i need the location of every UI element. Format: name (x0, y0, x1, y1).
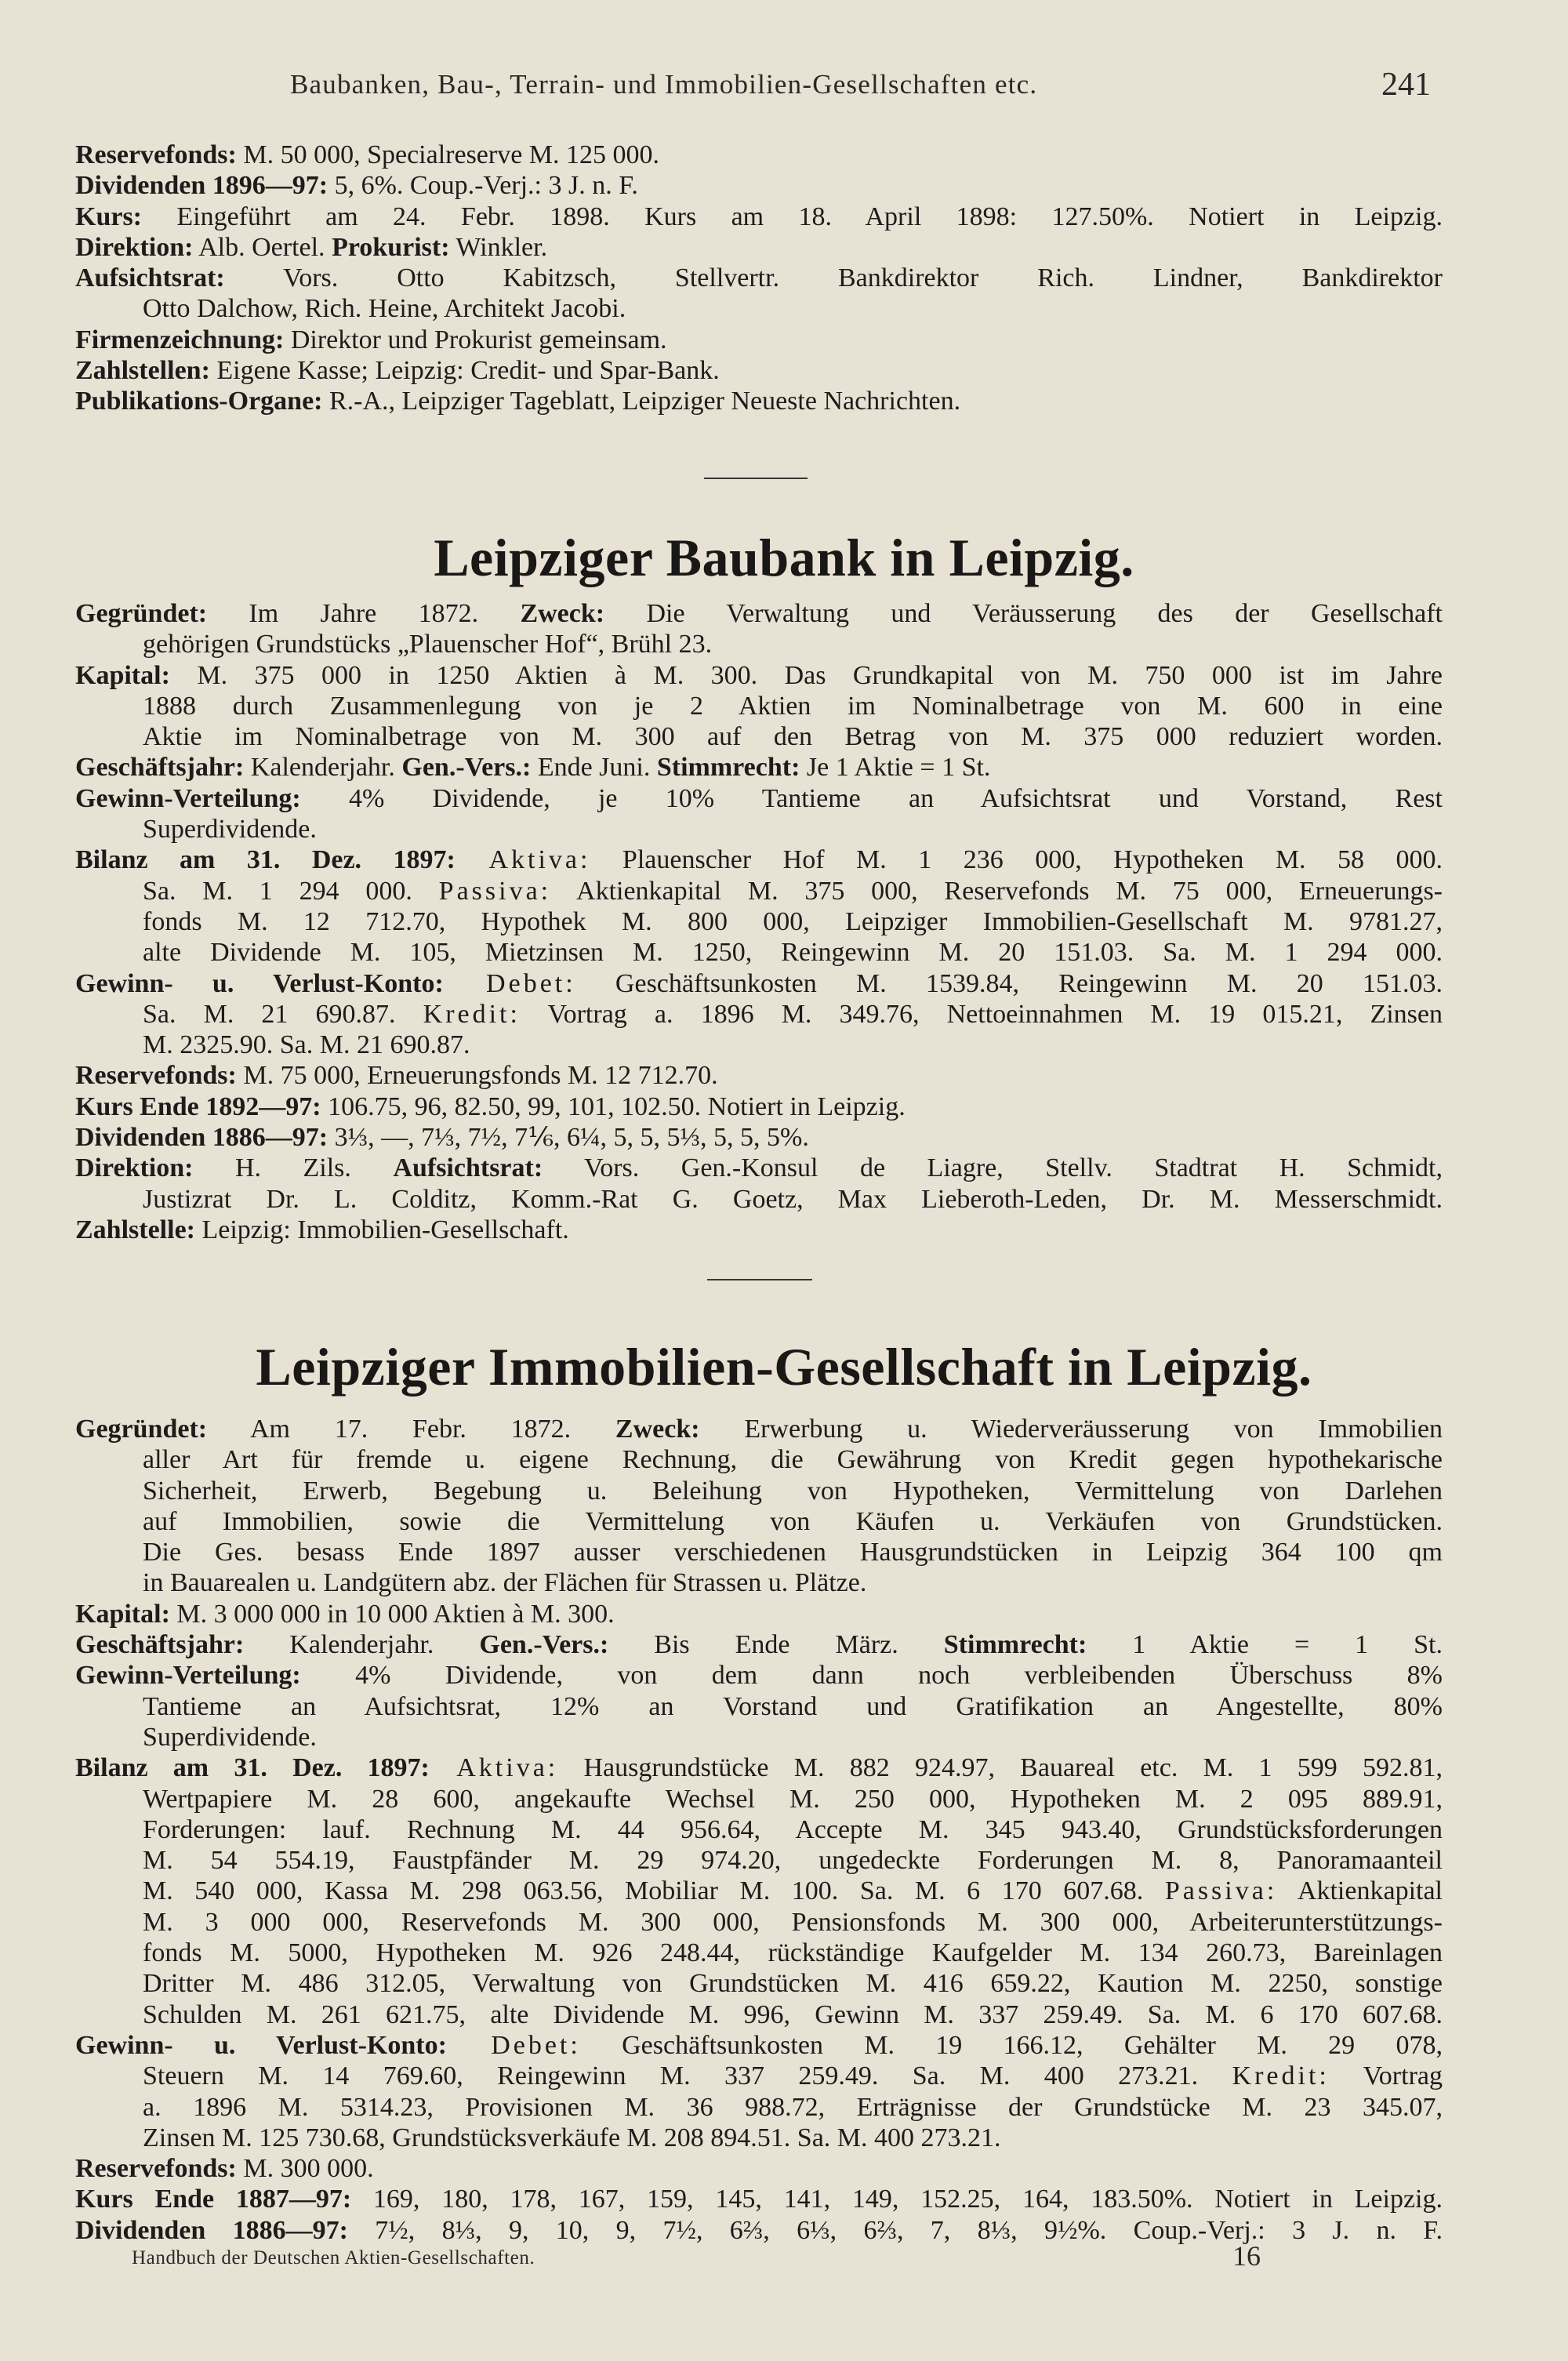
field-value: Sicherheit, Erwerb, Begebung u. Beleihung von Hypotheken, Vermittelung von Darlehen (143, 1476, 1443, 1506)
field-label: Dividenden 1886—97: (75, 1123, 328, 1153)
field-value: alte Dividende M. 105, Mietzinsen M. 1250, Reingewinn M. 20 151.03. Sa. M. 1 294 000. (143, 938, 1443, 968)
text-line (75, 1753, 1443, 1783)
field-value: Wertpapiere M. 28 600, angekaufte Wechsel M. 250 000, Hypotheken M. 2 095 889.91, (143, 1784, 1443, 1814)
field-label: Reservefonds: (75, 1061, 237, 1091)
text-line (75, 1629, 1443, 1660)
text-line (75, 2092, 1443, 2123)
field-label: Gewinn-Verteilung: (75, 783, 301, 813)
field-value: M. 3 000 000 in 10 000 Aktien à M. 300. (169, 1599, 615, 1629)
running-header (0, 69, 1568, 108)
account-label: Passiva: (438, 876, 552, 906)
text-line (75, 937, 1443, 968)
field-label: Aufsichtsrat: (75, 263, 225, 293)
field-value: Forderungen: lauf. Rechnung M. 44 956.64, Accepte M. 345 943.40, Grundstücksforderungen (143, 1814, 1443, 1844)
field-value: Sa. M. 21 690.87. (143, 999, 423, 1029)
text-line (75, 752, 1443, 783)
field-value: Vors. Otto Kabitzsch, Stellvertr. Bankdirektor Rich. Lindner, Bankdirektor (224, 263, 1443, 293)
text-line (75, 1215, 1443, 1245)
field-value: Schulden M. 261 621.75, alte Dividende M. 996, Gewinn M. 337 259.49. Sa. M. 6 170 607.68. (143, 2000, 1443, 2029)
field-label: Reservefonds: (75, 2154, 237, 2184)
field-value: Direktor und Prokurist gemeinsam. (284, 325, 667, 354)
field-value: 1 Aktie = 1 St. (1087, 1630, 1443, 1660)
text-line (75, 1968, 1443, 1999)
field-value: Plauenscher Hof M. 1 236 000, Hypotheken M. 58 000. (590, 845, 1443, 875)
field-label: Firmenzeichnung: (75, 325, 285, 354)
account-label: Passiva: (1164, 1876, 1278, 1906)
text-line (75, 968, 1443, 999)
text-line (75, 202, 1443, 232)
section-divider (704, 478, 808, 479)
field-value: Winkler. (449, 232, 548, 262)
field-value: M. 50 000, Specialreserve M. 125 000. (236, 140, 660, 169)
field-value: 4% Dividende, von dem dann noch verbleibenden Überschuss 8% (300, 1661, 1443, 1691)
field-value: M. 75 000, Erneuerungsfonds M. 12 712.70. (236, 1061, 718, 1091)
field-value: Erwerbung u. Wiederveräusserung von Immobilien (699, 1415, 1443, 1444)
field-label: Gewinn- u. Verlust-Konto: (75, 2030, 447, 2060)
text-line (75, 1722, 1443, 1753)
entry-continued (75, 140, 1443, 417)
field-value: Zinsen M. 125 730.68, Grundstücksverkäufe M. 208 894.51. Sa. M. 400 273.21. (143, 2123, 1001, 2152)
text-line (75, 598, 1443, 629)
field-value: Ende Juni. (531, 753, 657, 783)
field-value: Am 17. Febr. 1872. (207, 1415, 615, 1444)
field-value: 106.75, 96, 82.50, 99, 101, 102.50. Notiert in Leipzig. (321, 1092, 906, 1121)
field-label: Kurs Ende 1887—97: (75, 2185, 352, 2214)
text-line (75, 1184, 1443, 1215)
account-label: Kredit: (1232, 2061, 1330, 2091)
field-value: Superdividende. (143, 815, 317, 845)
text-line (75, 2061, 1443, 2091)
field-label: Aufsichtsrat: (393, 1153, 543, 1183)
text-line (75, 1660, 1443, 1691)
field-label: Gen.-Vers.: (401, 753, 532, 783)
field-value: Geschäftsunkosten M. 19 166.12, Gehälter M. 29 078, (580, 2030, 1443, 2060)
text-line (75, 2000, 1443, 2030)
field-value: M. 375 000 in 1250 Aktien à M. 300. Das Grundkapital von M. 750 000 ist im Jahre (169, 660, 1443, 690)
field-label: Dividenden 1896—97: (75, 171, 328, 201)
text-line (75, 660, 1443, 691)
field-label: Geschäftsjahr: (75, 1630, 245, 1660)
field-value: Justizrat Dr. L. Colditz, Komm.-Rat G. Goetz, Max Lieberoth-Leden, Dr. M. Messerschmidt. (143, 1184, 1443, 1214)
field-value: gehörigen Grundstücks „Plauenscher Hof“, Brühl 23. (143, 630, 713, 659)
field-label: Gewinn-Verteilung: (75, 1661, 301, 1691)
field-label: Zweck: (520, 599, 605, 628)
text-line (75, 1876, 1443, 1906)
field-value: Sa. M. 1 294 000. (143, 876, 439, 906)
text-line (75, 906, 1443, 937)
entry-leipziger-baubank (75, 598, 1443, 1245)
account-label: Debet: (446, 2030, 581, 2060)
text-line (75, 325, 1443, 355)
account-label: Kredit: (423, 999, 521, 1029)
text-line (75, 1537, 1443, 1567)
field-label: Publikations-Organe: (75, 387, 323, 416)
field-label: Bilanz am 31. Dez. 1897: (75, 1753, 430, 1783)
company-title-immobilien: Leipziger Immobilien-Gesellschaft in Leipzig. (256, 1337, 1312, 1397)
text-line (75, 263, 1443, 293)
field-label: Gegründet: (75, 599, 208, 628)
field-value: Tantieme an Aufsichtsrat, 12% an Vorstand und Gratifikation an Angestellte, 80% (143, 1691, 1443, 1721)
field-label: Kurs Ende 1892—97: (75, 1092, 321, 1121)
page-number: 241 (1381, 67, 1431, 103)
text-line (75, 845, 1443, 875)
text-line (75, 1845, 1443, 1876)
field-value: R.-A., Leipziger Tageblatt, Leipziger Neueste Nachrichten. (322, 387, 961, 416)
footer-publication: Handbuch der Deutschen Aktien-Gesellschaften. (132, 2247, 535, 2268)
text-line (75, 1060, 1443, 1091)
field-label: Zweck: (615, 1415, 700, 1444)
field-value: in Bauarealen u. Landgütern abz. der Flächen für Strassen u. Plätze. (143, 1568, 867, 1598)
account-label: Debet: (443, 968, 576, 998)
text-line (75, 691, 1443, 721)
text-line (75, 1784, 1443, 1814)
field-value: 1888 durch Zusammenlegung von je 2 Aktien im Nominalbetrage von M. 600 in eine (143, 691, 1443, 721)
field-value: 4% Dividende, je 10% Tantieme an Aufsichtsrat und Vorstand, Rest (300, 783, 1443, 813)
text-line (75, 1092, 1443, 1122)
field-value: 5, 6%. Coup.-Verj.: 3 J. n. F. (328, 171, 638, 201)
field-label: Reservefonds: (75, 140, 237, 169)
field-value: Geschäftsunkosten M. 1539.84, Reingewinn M. 20 151.03. (575, 968, 1443, 998)
field-value: Alb. Oertel. (193, 232, 332, 262)
field-value: Eingeführt am 24. Febr. 1898. Kurs am 18. April 1898: 127.50%. Notiert in Leipzig. (142, 202, 1443, 231)
field-value: Otto Dalchow, Rich. Heine, Architekt Jacobi. (143, 294, 626, 324)
text-line (75, 2030, 1443, 2061)
field-value: fonds M. 5000, Hypotheken M. 926 248.44, rückständige Kaufgelder M. 134 260.73, Bareinlagen (143, 1938, 1443, 1968)
text-line (75, 2184, 1443, 2214)
field-value: Im Jahre 1872. (207, 599, 521, 628)
field-value: aller Art für fremde u. eigene Rechnung, die Gewährung von Kredit gegen hypothekarische (143, 1445, 1443, 1475)
field-value: M. 54 554.19, Faustpfänder M. 29 974.20, ungedeckte Forderungen M. 8, Panoramaanteil (143, 1846, 1443, 1876)
text-line (75, 1414, 1443, 1444)
field-value: Aktie im Nominalbetrage von M. 300 auf den Betrag von M. 375 000 reduziert worden. (143, 722, 1443, 752)
text-line (75, 355, 1443, 386)
field-label: Direktion: (75, 232, 194, 262)
field-value: 169, 180, 178, 167, 159, 145, 141, 149, 152.25, 164, 183.50%. Notiert in Leipzig. (351, 2185, 1443, 2214)
field-label: Stimmrecht: (943, 1630, 1087, 1660)
field-value: Die Verwaltung und Veräusserung des der Gesellschaft (604, 599, 1443, 628)
text-line (75, 629, 1443, 659)
text-line (75, 232, 1443, 263)
account-label: Aktiva: (429, 1753, 559, 1783)
field-label: Gegründet: (75, 1415, 208, 1444)
text-line (75, 1030, 1443, 1060)
field-value: fonds M. 12 712.70, Hypothek M. 800 000, Leipziger Immobilien-Gesellschaft M. 9781.27, (143, 906, 1443, 936)
field-value: Steuern M. 14 769.60, Reingewinn M. 337 259.49. Sa. M. 400 273.21. (143, 2061, 1232, 2091)
field-label: Geschäftsjahr: (75, 753, 245, 783)
field-value: M. 3 000 000, Reservefonds M. 300 000, Pensionsfonds M. 300 000, Arbeiterunterstützungs- (143, 1907, 1443, 1937)
field-label: Kapital: (75, 1599, 170, 1629)
text-line (75, 783, 1443, 814)
field-value: Leipzig: Immobilien-Gesellschaft. (194, 1215, 569, 1244)
company-title-baubank: Leipziger Baubank in Leipzig. (434, 528, 1134, 587)
field-value: Dritter M. 486 312.05, Verwaltung von Grundstücken M. 416 659.22, Kaution M. 2250, sonstige (143, 1969, 1443, 1999)
field-value: 3⅓, —, 7⅓, 7½, 7⅙, 6¼, 5, 5, 5⅓, 5, 5, 5%. (328, 1123, 809, 1153)
field-value: M. 300 000. (236, 2154, 374, 2184)
field-value: Eigene Kasse; Leipzig: Credit- und Spar-Bank. (209, 356, 720, 386)
field-value: Aktienkapital (1277, 1876, 1443, 1906)
field-value: M. 540 000, Kassa M. 298 063.56, Mobiliar M. 100. Sa. M. 6 170 607.68. (143, 1876, 1165, 1906)
account-label: Aktiva: (455, 845, 591, 875)
field-value: Bis Ende März. (608, 1630, 944, 1660)
text-line (75, 814, 1443, 845)
field-value: Je 1 Aktie = 1 St. (800, 753, 991, 783)
field-value: Aktienkapital M. 375 000, Reservefonds M. 75 000, Erneuerungs- (551, 876, 1443, 906)
field-label: Kapital: (75, 660, 170, 690)
text-line (75, 2153, 1443, 2184)
running-header-title: Baubanken, Bau-, Terrain- und Immobilien-Gesellschaften etc. (290, 69, 1038, 100)
text-line (75, 1506, 1443, 1537)
field-value: a. 1896 M. 5314.23, Provisionen M. 36 988.72, Erträgnisse der Grundstücke M. 23 345.07, (143, 2092, 1443, 2122)
text-line (75, 1691, 1443, 1722)
text-line (75, 876, 1443, 906)
text-line (75, 1938, 1443, 1968)
text-line (75, 721, 1443, 752)
entry-leipziger-immobilien-gesellschaft (75, 1414, 1443, 2246)
field-value: M. 2325.90. Sa. M. 21 690.87. (143, 1030, 470, 1060)
text-line (75, 1567, 1443, 1598)
field-label: Prokurist: (332, 232, 450, 262)
field-value: 7½, 8⅓, 9, 10, 9, 7½, 6⅔, 6⅓, 6⅔, 7, 8⅓, 9½%. Coup.-Verj.: 3 J. n. F. (347, 2215, 1443, 2245)
field-value: Vortrag a. 1896 M. 349.76, Nettoeinnahmen M. 19 015.21, Zinsen (520, 999, 1443, 1029)
field-label: Gewinn- u. Verlust-Konto: (75, 968, 444, 998)
text-line (75, 1907, 1443, 1938)
field-label: Direktion: (75, 1153, 194, 1183)
field-label: Zahlstellen: (75, 356, 210, 386)
text-line (75, 2123, 1443, 2153)
field-value: Hausgrundstücke M. 882 924.97, Bauareal etc. M. 1 599 592.81, (558, 1753, 1443, 1783)
text-line (75, 1814, 1443, 1845)
field-label: Bilanz am 31. Dez. 1897: (75, 845, 456, 875)
field-value: H. Zils. (193, 1153, 394, 1183)
text-line (75, 1599, 1443, 1629)
text-line (75, 1476, 1443, 1506)
section-divider (707, 1279, 812, 1280)
text-line (75, 386, 1443, 416)
text-line (75, 140, 1443, 170)
field-value: Vortrag (1329, 2061, 1443, 2091)
text-line (75, 1122, 1443, 1153)
field-label: Gen.-Vers.: (479, 1630, 609, 1660)
text-line (75, 1444, 1443, 1475)
field-value: Die Ges. besass Ende 1897 ausser verschiedenen Hausgrundstücken in Leipzig 364 100 qm (143, 1538, 1443, 1567)
field-label: Dividenden 1886—97: (75, 2215, 348, 2245)
text-line (75, 1153, 1443, 1183)
field-label: Kurs: (75, 202, 142, 231)
field-label: Stimmrecht: (656, 753, 800, 783)
field-value: Kalenderjahr. (244, 753, 402, 783)
text-line (75, 999, 1443, 1030)
field-label: Zahlstelle: (75, 1215, 195, 1244)
field-value: Superdividende. (143, 1722, 317, 1752)
text-line (75, 293, 1443, 324)
field-value: auf Immobilien, sowie die Vermittelung von Käufen u. Verkäufen von Grundstücken. (143, 1506, 1443, 1536)
field-value: Kalenderjahr. (244, 1630, 480, 1660)
text-line (75, 170, 1443, 201)
footer-signature-mark: 16 (1232, 2240, 1261, 2272)
field-value: Vors. Gen.-Konsul de Liagre, Stellv. Stadtrat H. Schmidt, (543, 1153, 1443, 1183)
